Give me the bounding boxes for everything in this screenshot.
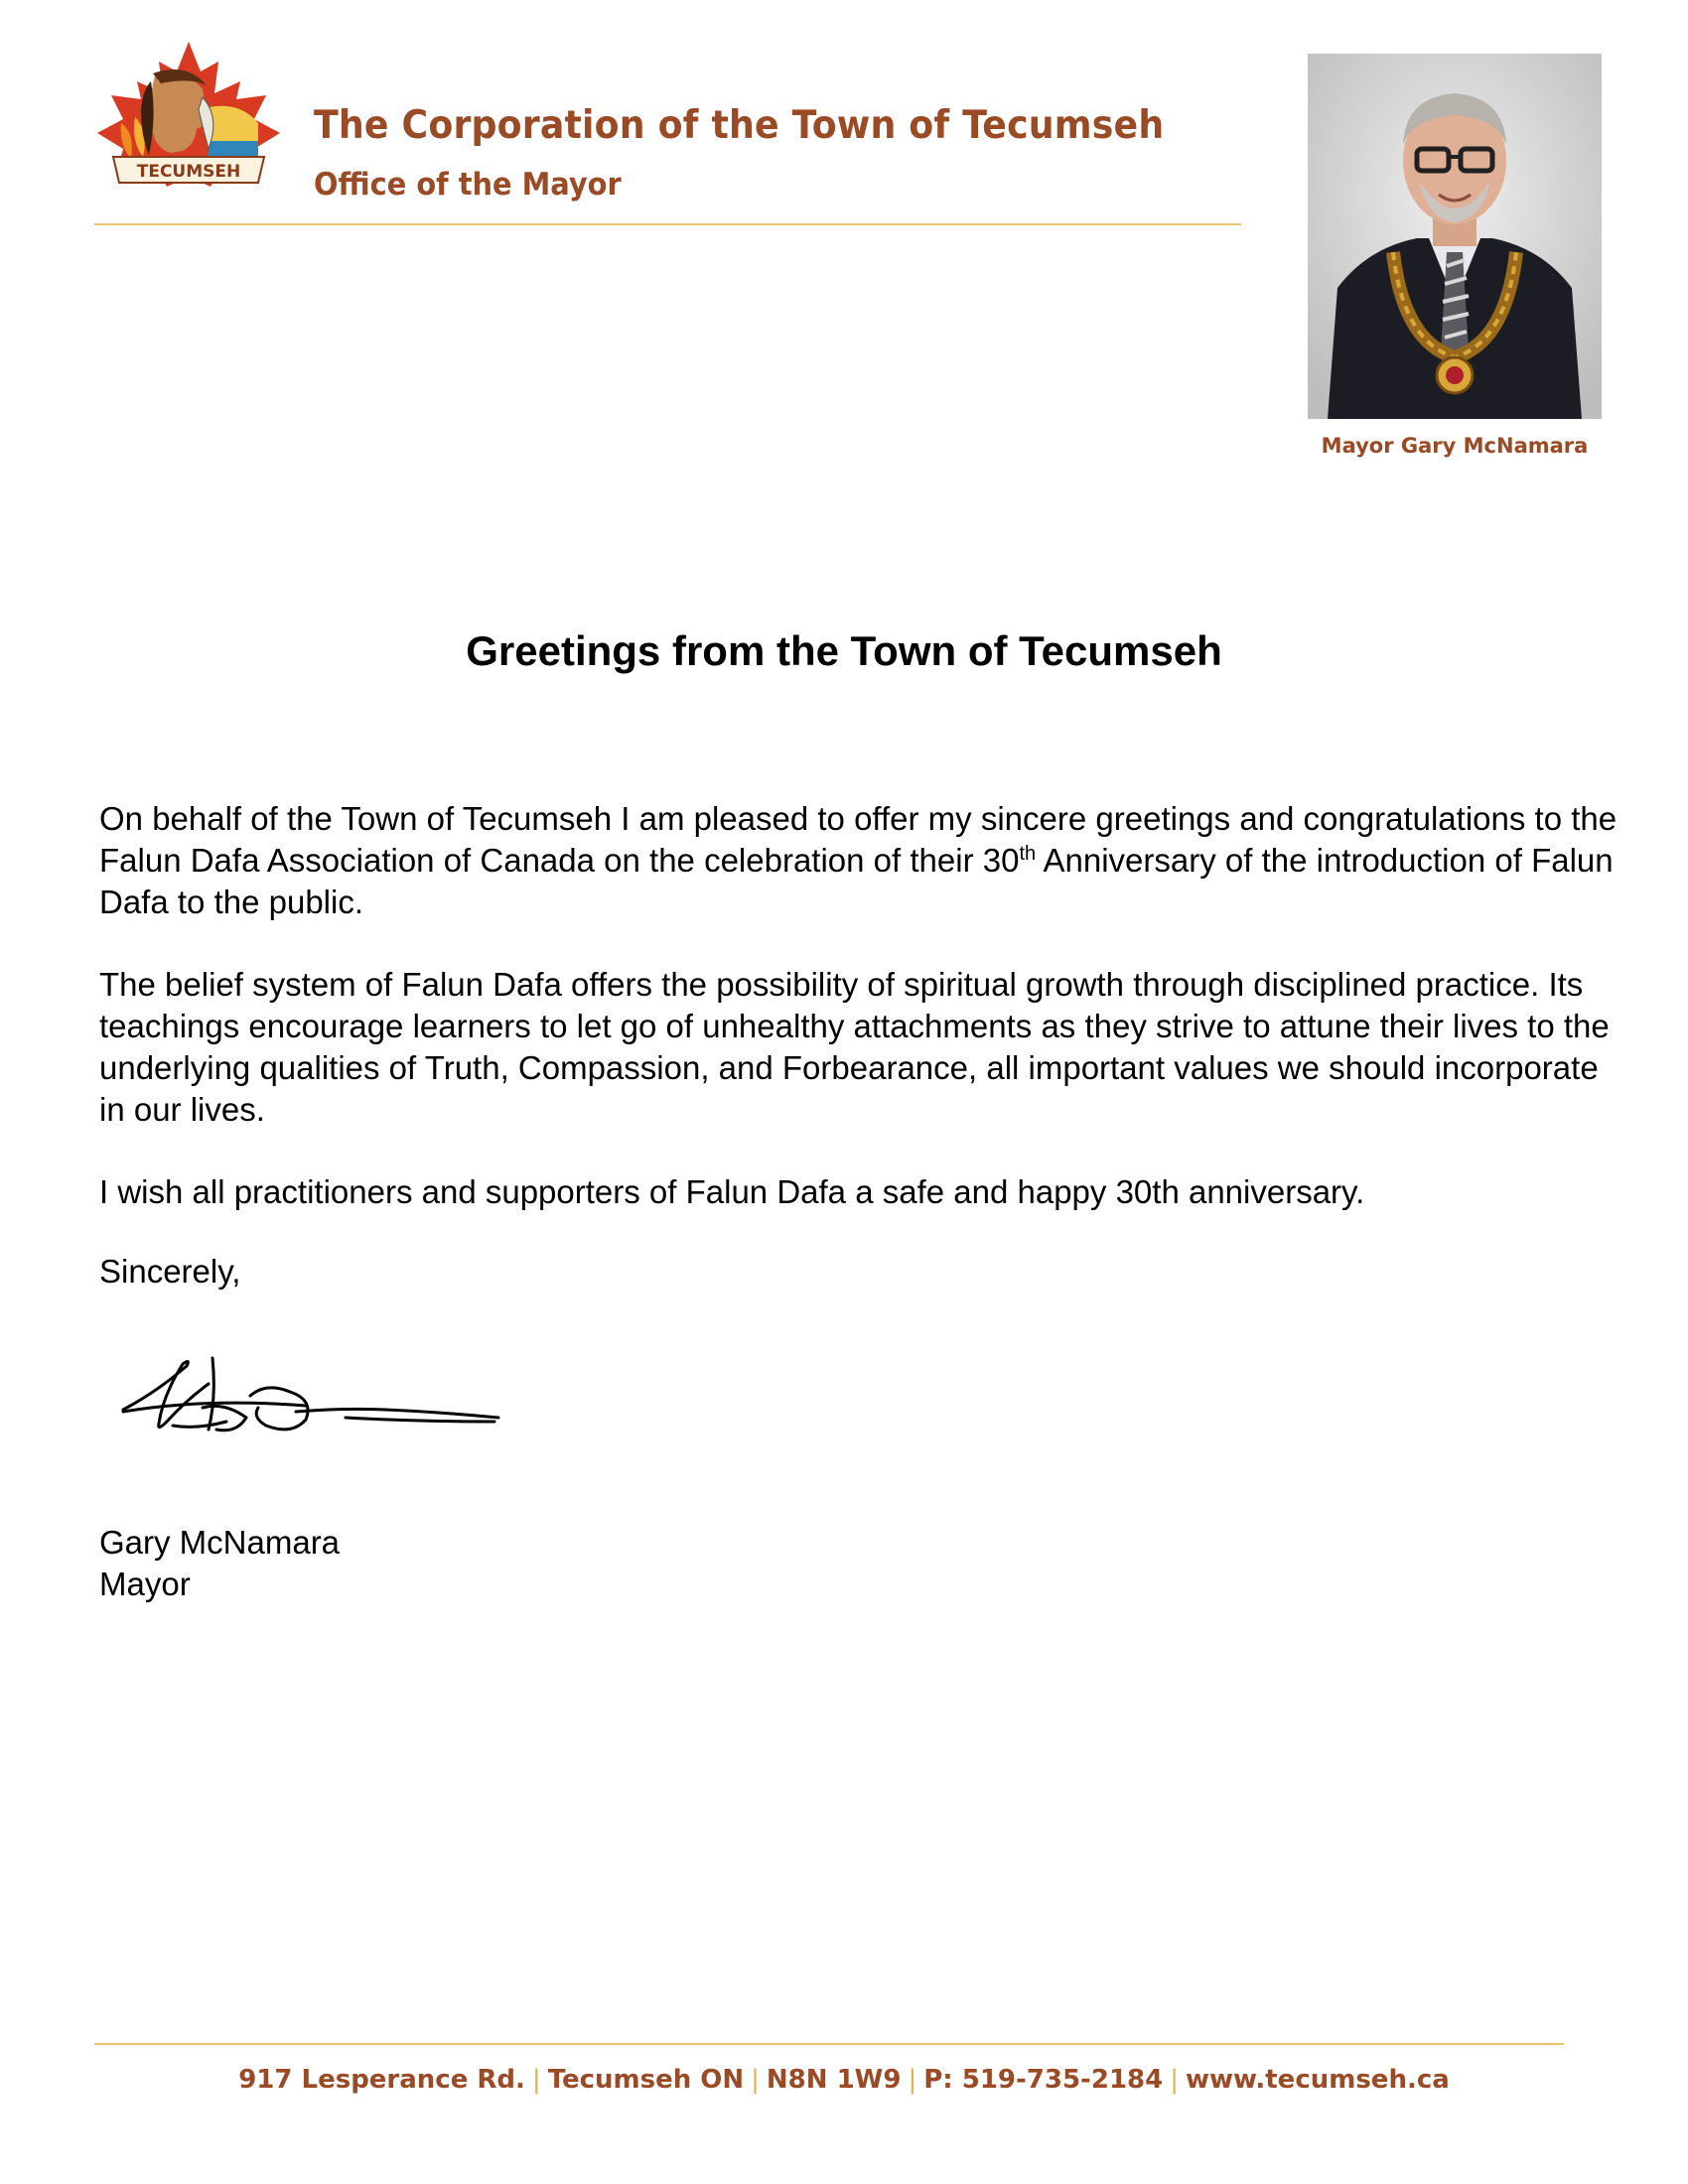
closing: Sincerely, [99,1253,241,1290]
paragraph-2: The belief system of Falun Dafa offers the possibility of spiritual growth through disciplined practice. Its teachings encourage learners to let go of unhealthy attachments as they strive to attune their lives to the underlying qualities of Truth, Compassion, and Forbearance, all important values we should incorporate in our lives. [99,966,1610,1128]
footer-separator: | [908,2065,917,2095]
footer-contact [0,2065,1688,2095]
footer-separator: | [1170,2065,1179,2095]
town-logo [91,38,286,205]
footer-postal: N8N 1W9 [766,2065,902,2095]
org-title: The Corporation of the Town of Tecumseh [314,103,1165,148]
header-divider [94,223,1241,225]
footer-phone: P: 519-735-2184 [923,2065,1164,2095]
footer-city: Tecumseh ON [547,2065,745,2095]
letter-heading: Greetings from the Town of Tecumseh [466,627,1222,674]
ordinal-suffix: th [1019,843,1037,865]
signer-name: Gary McNamara [99,1524,341,1561]
paragraph-1-text-b: Anniversary of the introduction of Falun Dafa to the public. [99,842,1614,920]
footer-divider [94,2043,1564,2045]
paragraph-3: I wish all practitioners and supporters of Falun Dafa a safe and happy 30th anniversary. [99,1173,1365,1210]
footer-address: 917 Lesperance Rd. [238,2065,525,2095]
paragraph-1 [99,798,1628,923]
logo-banner-text: TECUMSEH [136,162,241,182]
photo-caption: Mayor Gary McNamara [1321,434,1589,458]
signature [117,1338,514,1449]
org-subtitle: Office of the Mayor [314,167,622,203]
mayor-photo [1308,54,1602,419]
footer-website[interactable]: www.tecumseh.ca [1185,2065,1450,2095]
paragraph-1-text-a: On behalf of the Town of Tecumseh I am pleased to offer my sincere greetings and congratulations to the Falun Dafa Association of Canada on the celebration of their 30 [99,800,1618,879]
footer-separator: | [751,2065,760,2095]
signer-title: Mayor [99,1566,191,1602]
footer-separator: | [531,2065,541,2095]
